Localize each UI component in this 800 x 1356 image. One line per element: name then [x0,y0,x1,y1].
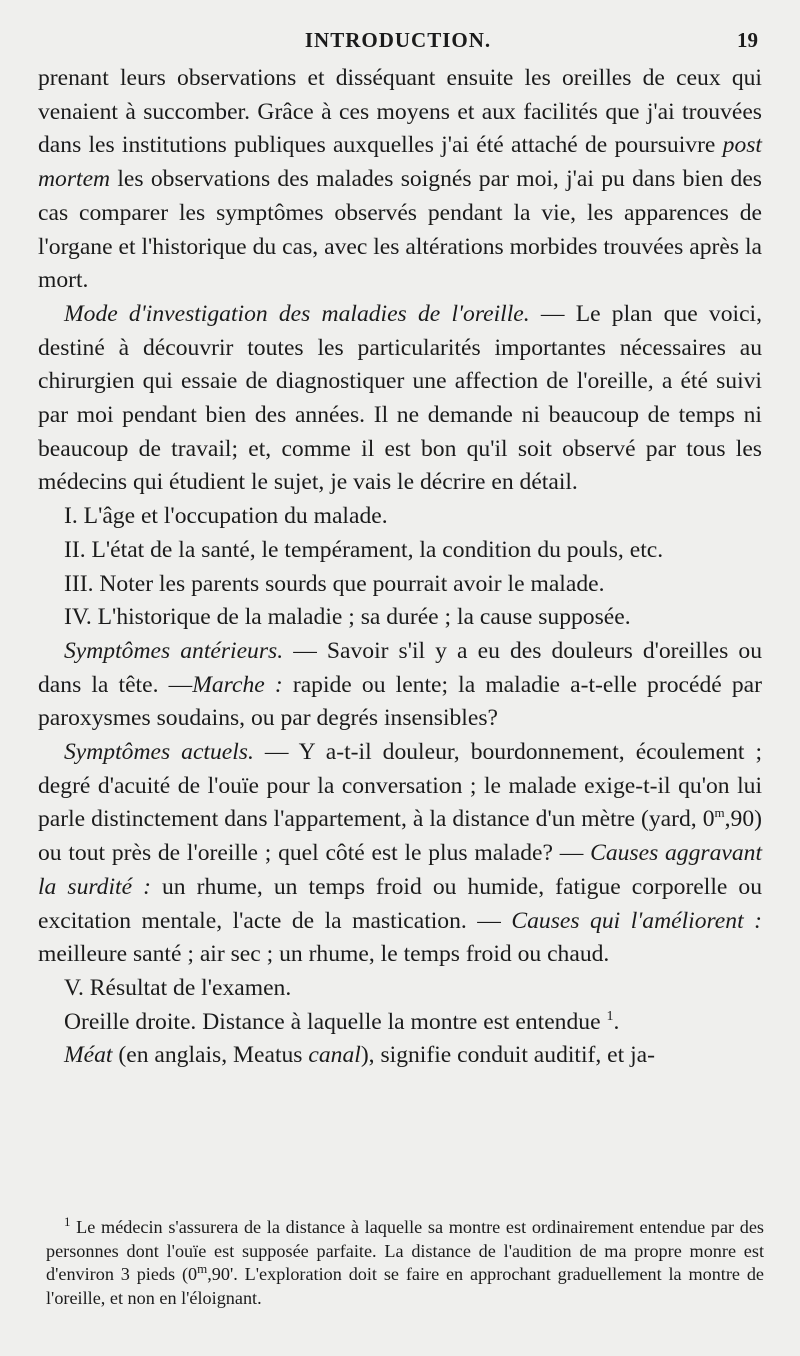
paragraph-continuation: prenant leurs observations et disséquant ensuite les oreilles de ceux qui venaient à succomber. Grâce à ces moyens et aux facilités que j'ai trouvées dans les institutions publiques auxquelles j'ai été attaché de poursuivre post mortem les observations des malades soignés par moi, j'ai pu dans bien des cas comparer les symptômes observés pendant la vie, les apparences de l'organe et l'historique du cas, avec les altérations morbides trouvées après la mort. [38,65,762,294]
paragraph-right-ear: Oreille droite. Distance à laquelle la montre est entendue $^1$. [64,1008,620,1035]
section-heading: Mode d'investigation des maladies de l'oreille. [64,300,530,327]
paragraph-current-symptoms: Symptômes actuels. — Y a-t-il douleur, bourdonnement, écoulement ; degré d'acuité de l'ouïe pour la conversation ; le malade exige-t-il qu'on lui parle distinctement dans l'appartement, à la distance d'un mètre (yard, 0$^m$,90) ou tout près de l'oreille ; quel côté est le plus malade? — Causes aggravant la surdité : un rhume, un temps froid ou humide, fatigue corporelle ou excitation mentale, l'acte de la mastication. — Causes qui l'améliorent : meilleure santé ; air sec ; un rhume, le temps froid ou chaud. [38,739,762,968]
page-number: 19 [737,28,758,52]
page-header [38,28,758,58]
paragraph-investigation-method: Mode d'investigation des maladies de l'oreille. — Le plan que voici, destiné à découvrir toutes les particularités importantes nécessaires au chirurgien qui essaie de diagnostiquer une affection de l'oreille, a été suivi par moi pendant bien des années. Il ne demande ni beaucoup de temps ni beaucoup de travail; et, comme il est bon qu'il soit observé par tous les médecins qui étudient le sujet, je vais le décrire en détail. [38,300,762,496]
list-item: II. L'état de la santé, le tempérament, la condition du pouls, etc. [64,536,664,563]
footnote-reference: 1 [606,1008,614,1024]
body-text [38,62,762,1073]
footnote: $^1$ Le médecin s'assurera de la distance à laquelle sa montre est ordinairement entendue par des personnes dont l'ouïe est supposée parfaite. La distance de l'audition de ma propre monre est d'environ 3 pieds (0$^m$,90'. L'exploration doit se faire en approchant graduellement la montre de l'oreille, et non en l'éloignant. [46,1213,764,1308]
list-item: IV. L'historique de la maladie ; sa durée ; la cause supposée. [64,604,631,631]
running-title: INTRODUCTION. [304,28,492,52]
footnote-mark: 1 [64,1213,71,1229]
footnotes [46,1213,764,1310]
paragraph-prior-symptoms: Symptômes antérieurs. — Savoir s'il y a eu des douleurs d'oreilles ou dans la tête. —Marche : rapide ou lente; la maladie a-t-elle procédé par paroxysmes soudains, ou par degrés insensibles? [38,637,762,732]
list-item: I. L'âge et l'occupation du malade. [64,503,388,530]
list-item: V. Résultat de l'examen. [64,974,292,1001]
paragraph-meat: Méat (en anglais, Meatus canal), signifie conduit auditif, et ja- [64,1042,655,1069]
list-item: III. Noter les parents sourds que pourrait avoir le malade. [64,570,605,597]
